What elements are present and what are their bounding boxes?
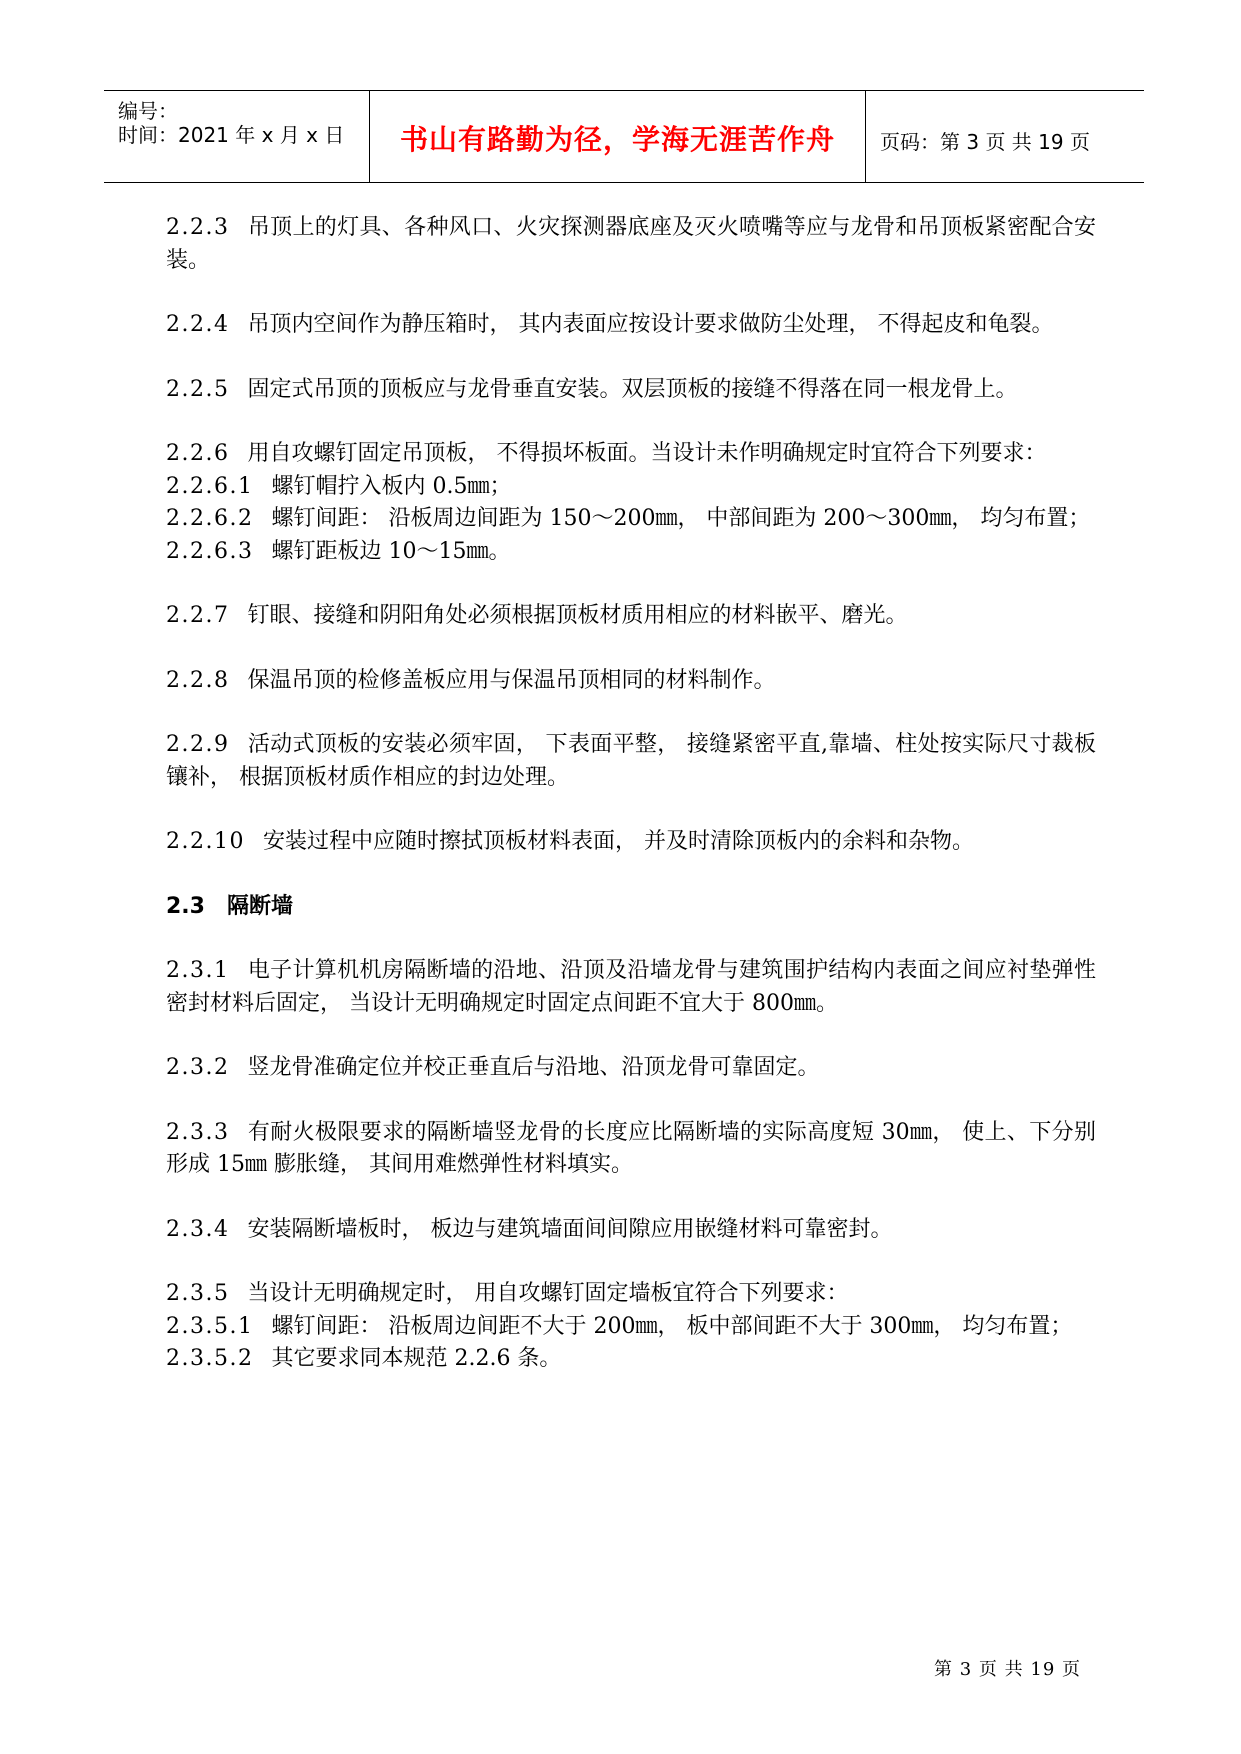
- page-header: [104, 90, 1144, 183]
- section-heading: [166, 891, 1096, 924]
- clause-text: 安装过程中应随时擦拭顶板材料表面， 并及时清除顶板内的余料和杂物。: [262, 829, 974, 854]
- clause-paragraph: [166, 600, 1096, 633]
- header-page-number: 页码：第 3 页 共 19 页: [880, 130, 1090, 154]
- header-page-cell: [866, 91, 1144, 182]
- clause-paragraph: [166, 212, 1096, 277]
- section-number: 2.3: [166, 893, 205, 919]
- clause-number: 2.3.3: [166, 1119, 230, 1145]
- clause-paragraph: [166, 1117, 1096, 1182]
- clause-paragraph: [166, 665, 1096, 698]
- clause-paragraph: [166, 826, 1096, 859]
- clause-text: 用自攻螺钉固定吊顶板， 不得损坏板面。当设计未作明确规定时宜符合下列要求：: [247, 441, 1047, 466]
- clause-number: 2.2.8: [166, 667, 230, 693]
- clause-text: 螺钉帽拧入板内 0.5㎜；: [271, 473, 512, 499]
- clause-number: 2.3.2: [166, 1055, 230, 1080]
- sub-clause-paragraph: [166, 471, 1096, 504]
- clause-text: 活动式顶板的安装必须牢固， 下表面平整， 接缝紧密平直,靠墙、柱处按实际尺寸裁板镶补， 根据顶板材质作相应的封边处理。: [166, 732, 1096, 790]
- clause-number: 2.2.6.1: [166, 473, 254, 499]
- clause-text: 竖龙骨准确定位并校正垂直后与沿地、沿顶龙骨可靠固定。: [247, 1055, 820, 1080]
- clause-text: 电子计算机机房隔断墙的沿地、沿顶及沿墙龙骨与建筑围护结构内表面之间应衬垫弹性密封材料后固定， 当设计无明确规定时固定点间距不宜大于 800㎜。: [166, 958, 1096, 1016]
- clause-paragraph: [166, 438, 1096, 471]
- clause-number: 2.3.5.2: [166, 1346, 254, 1371]
- clause-paragraph: [166, 374, 1096, 407]
- clause-paragraph: [166, 309, 1096, 342]
- clause-paragraph: [166, 729, 1096, 794]
- clause-number: 2.2.9: [166, 732, 230, 757]
- clause-number: 2.2.10: [166, 829, 245, 854]
- clause-number: 2.3.1: [166, 958, 230, 983]
- page-footer: 第 3 页 共 19 页: [934, 1659, 1081, 1680]
- clause-text: 其它要求同本规范 2.2.6 条。: [271, 1346, 562, 1371]
- clause-paragraph: [166, 1278, 1096, 1311]
- header-motto-cell: [370, 91, 866, 182]
- clause-text: 钉眼、接缝和阴阳角处必须根据顶板材质用相应的材料嵌平、磨光。: [247, 603, 908, 628]
- sub-clause-paragraph: [166, 503, 1096, 536]
- sub-clause-paragraph: [166, 536, 1096, 569]
- clause-text: 保温吊顶的检修盖板应用与保温吊顶相同的材料制作。: [247, 667, 776, 693]
- sub-clause-paragraph: [166, 1311, 1096, 1344]
- clause-text: 螺钉间距： 沿板周边间距为 150～200㎜， 中部间距为 200～300㎜， 均匀布置；: [271, 506, 1091, 531]
- clause-paragraph: [166, 1052, 1096, 1085]
- sub-clause-paragraph: [166, 1343, 1096, 1376]
- clause-number: 2.2.3: [166, 215, 230, 240]
- clause-text: 螺钉间距： 沿板周边间距不大于 200㎜， 板中部间距不大于 300㎜， 均匀布置；: [271, 1313, 1073, 1339]
- clause-number: 2.2.6.3: [166, 538, 254, 564]
- document-body: [166, 212, 1096, 1376]
- document-number-label: 编号：: [118, 99, 178, 123]
- clause-number: 2.3.4: [166, 1216, 230, 1242]
- header-motto: 书山有路勤为径，学海无涯苦作舟: [399, 123, 835, 156]
- clause-number: 2.3.5: [166, 1281, 230, 1306]
- clause-text: 固定式吊顶的顶板应与龙骨垂直安装。双层顶板的接缝不得落在同一根龙骨上。: [247, 376, 1018, 402]
- clause-number: 2.2.5: [166, 376, 230, 402]
- clause-text: 有耐火极限要求的隔断墙竖龙骨的长度应比隔断墙的实际高度短 30㎜， 使上、下分别形成 15㎜ 膨胀缝， 其间用难燃弹性材料填实。: [166, 1119, 1096, 1177]
- clause-paragraph: [166, 955, 1096, 1020]
- clause-number: 2.2.7: [166, 603, 230, 628]
- document-date-label: 时间：2021 年 x 月 x 日: [118, 123, 345, 147]
- clause-text: 吊顶内空间作为静压箱时， 其内表面应按设计要求做防尘处理， 不得起皮和龟裂。: [247, 312, 1054, 337]
- clause-number: 2.2.6.2: [166, 506, 254, 531]
- section-title: 隔断墙: [226, 893, 293, 919]
- header-info-cell: [104, 91, 370, 182]
- clause-paragraph: [166, 1214, 1096, 1247]
- clause-number: 2.2.4: [166, 312, 230, 337]
- clause-text: 螺钉距板边 10～15㎜。: [271, 538, 511, 564]
- clause-number: 2.2.6: [166, 441, 230, 466]
- clause-text: 当设计无明确规定时， 用自攻螺钉固定墙板宜符合下列要求：: [247, 1281, 849, 1306]
- clause-text: 吊顶上的灯具、各种风口、火灾探测器底座及灭火喷嘴等应与龙骨和吊顶板紧密配合安装。: [166, 215, 1096, 273]
- clause-number: 2.3.5.1: [166, 1313, 254, 1339]
- clause-text: 安装隔断墙板时， 板边与建筑墙面间间隙应用嵌缝材料可靠密封。: [247, 1216, 893, 1242]
